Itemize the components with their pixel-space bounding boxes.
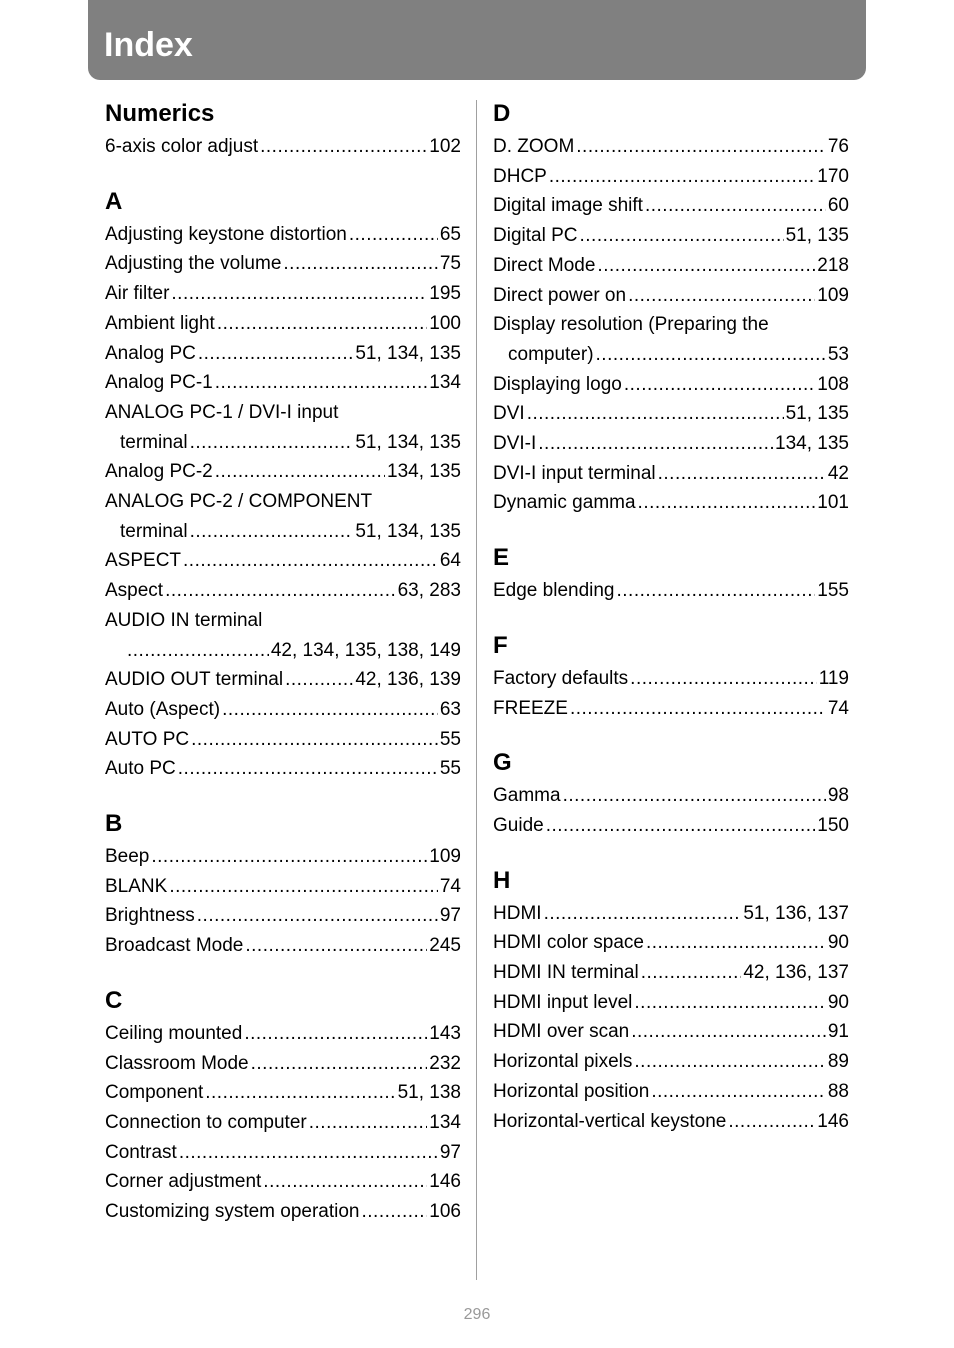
entry-page-numbers: 101: [817, 492, 849, 514]
index-entry: [105, 546, 461, 576]
dot-leader: [165, 576, 396, 606]
index-entry: [493, 1077, 849, 1107]
index-entry: [493, 988, 849, 1018]
entry-page-numbers: 65: [439, 223, 461, 245]
index-section-g: [493, 747, 849, 840]
entry-page-numbers: 134: [429, 372, 461, 394]
index-section-e: [493, 542, 849, 606]
dot-leader: [596, 340, 826, 370]
index-column-left: [105, 98, 461, 1251]
entry-label: Dynamic gamma: [493, 492, 636, 514]
dot-leader: [198, 339, 354, 369]
dot-leader: [638, 488, 816, 518]
entry-label: Displaying logo: [493, 373, 622, 395]
entry-label: HDMI over scan: [493, 1021, 630, 1043]
entry-label: BLANK: [105, 875, 168, 897]
entry-label: HDMI input level: [493, 991, 633, 1013]
index-entry: [105, 606, 461, 665]
dot-leader: [197, 901, 438, 931]
entry-label: Horizontal position: [493, 1080, 650, 1102]
entry-label: Brightness: [105, 905, 195, 927]
entry-label: Ambient light: [105, 312, 215, 334]
dot-leader: [251, 1049, 428, 1079]
entry-label: ANALOG PC-1 / DVI-I input: [105, 401, 339, 423]
dot-leader: [178, 754, 438, 784]
index-entry: [105, 368, 461, 398]
index-section-f: [493, 630, 849, 723]
index-entry: [105, 309, 461, 339]
section-heading: Numerics: [105, 100, 215, 127]
entry-page-numbers: 75: [439, 253, 461, 275]
index-entry: [105, 872, 461, 902]
entry-page-numbers: 100: [429, 312, 461, 334]
index-entry: [493, 958, 849, 988]
entry-page-numbers: 170: [817, 165, 849, 187]
entry-label: Direct Mode: [493, 254, 596, 276]
dot-leader: [658, 459, 826, 489]
dot-leader: [263, 1167, 427, 1197]
dot-leader: [527, 399, 784, 429]
entry-page-numbers: 64: [439, 550, 461, 572]
dot-leader: [563, 781, 826, 811]
entry-label: AUDIO OUT terminal: [105, 669, 284, 691]
index-entry: [493, 191, 849, 221]
entry-label: Classroom Mode: [105, 1052, 249, 1074]
index-entry: [493, 251, 849, 281]
dot-leader: [624, 370, 815, 400]
entry-label: AUDIO IN terminal: [105, 609, 263, 631]
index-section-c: [105, 985, 461, 1227]
dot-leader: [630, 664, 817, 694]
dot-leader: [190, 428, 354, 458]
entry-page-numbers: 146: [817, 1110, 849, 1132]
entry-page-numbers: 74: [439, 875, 461, 897]
dot-leader: [645, 191, 826, 221]
dot-leader: [349, 220, 438, 250]
entry-label: Air filter: [105, 283, 170, 305]
entry-page-numbers: 51, 134, 135: [355, 342, 461, 364]
dot-leader: [127, 636, 269, 666]
entry-label: Component: [105, 1082, 204, 1104]
entry-page-numbers: 218: [817, 254, 849, 276]
index-entry: [105, 1049, 461, 1079]
index-entry: [105, 1019, 461, 1049]
entry-label: HDMI color space: [493, 932, 644, 954]
entry-page-numbers: 143: [429, 1022, 461, 1044]
entry-label: 6-axis color adjust: [105, 136, 259, 157]
entry-label: Edge blending: [493, 580, 615, 602]
index-entry: [105, 576, 461, 606]
entry-label: Connection to computer: [105, 1111, 307, 1133]
section-heading: C: [105, 986, 123, 1014]
page-title: Index: [104, 26, 193, 64]
section-heading: B: [105, 810, 123, 838]
entry-page-numbers: 102: [429, 136, 461, 157]
dot-leader: [169, 872, 438, 902]
entry-page-numbers: 97: [439, 1141, 461, 1163]
dot-leader: [544, 899, 742, 929]
section-heading: H: [493, 866, 511, 894]
entry-label: Customizing system operation: [105, 1201, 360, 1223]
entry-page-numbers: 76: [827, 136, 849, 157]
index-entry: [493, 1107, 849, 1137]
entry-label: ASPECT: [105, 550, 182, 572]
entry-label: Adjusting keystone distortion: [105, 223, 347, 245]
entry-page-numbers: 150: [817, 814, 849, 836]
dot-leader: [646, 928, 826, 958]
entry-label-continued: computer): [508, 343, 594, 365]
index-entry: [493, 399, 849, 429]
entry-label-continued: terminal: [120, 520, 188, 542]
entry-label: Direct power on: [493, 284, 627, 306]
entry-page-numbers: 60: [827, 195, 849, 217]
index-entry: [493, 310, 849, 369]
entry-page-numbers: 88: [827, 1080, 849, 1102]
entry-page-numbers: 51, 134, 135: [355, 520, 461, 542]
entry-page-numbers: 195: [429, 283, 461, 305]
dot-leader: [631, 1017, 826, 1047]
index-section-d: [493, 98, 849, 518]
entry-page-numbers: 108: [817, 373, 849, 395]
dot-leader: [244, 1019, 427, 1049]
entry-page-numbers: 53: [827, 343, 849, 365]
entry-page-numbers: 109: [429, 846, 461, 868]
entry-page-numbers: 51, 135: [785, 225, 849, 247]
index-entry: [493, 429, 849, 459]
dot-leader: [215, 368, 428, 398]
entry-label: Display resolution (Preparing the: [493, 314, 769, 336]
dot-leader: [190, 517, 354, 547]
index-entry: [493, 576, 849, 606]
index-entry: [493, 928, 849, 958]
entry-page-numbers: 51, 135: [785, 403, 849, 425]
entry-page-numbers: 97: [439, 905, 461, 927]
page-number: 296: [463, 1306, 491, 1323]
entry-label: DVI-I input terminal: [493, 462, 656, 484]
dot-leader: [283, 249, 437, 279]
dot-leader: [205, 1078, 395, 1108]
index-entry: [493, 1047, 849, 1077]
index-section-b: [105, 808, 461, 961]
dot-leader: [634, 1047, 825, 1077]
entry-label: DVI: [493, 403, 525, 425]
index-entry: [105, 132, 461, 162]
entry-page-numbers: 90: [827, 991, 849, 1013]
entry-label: DHCP: [493, 165, 547, 187]
entry-label: Contrast: [105, 1141, 177, 1163]
dot-leader: [309, 1108, 428, 1138]
section-heading: D: [493, 100, 511, 127]
entry-page-numbers: 245: [429, 935, 461, 957]
dot-leader: [641, 958, 742, 988]
entry-page-numbers: 90: [827, 932, 849, 954]
entry-label: AUTO PC: [105, 728, 190, 750]
dot-leader: [245, 931, 427, 961]
entry-page-numbers: 74: [827, 697, 849, 719]
dot-leader: [171, 279, 427, 309]
entry-page-numbers: 98: [827, 785, 849, 807]
index-entry: [105, 1138, 461, 1168]
index-entry: [493, 221, 849, 251]
dot-leader: [628, 281, 815, 311]
index-entry: [105, 487, 461, 546]
dot-leader: [634, 988, 825, 1018]
dot-leader: [538, 429, 773, 459]
index-entry: [493, 488, 849, 518]
entry-label: Gamma: [493, 785, 561, 807]
index-entry: [105, 842, 461, 872]
index-entry: [105, 249, 461, 279]
section-heading: E: [493, 544, 510, 572]
index-entry: [493, 811, 849, 841]
dot-leader: [362, 1197, 428, 1227]
entry-label: Ceiling mounted: [105, 1022, 243, 1044]
entry-label: Broadcast Mode: [105, 935, 244, 957]
entry-label: Horizontal pixels: [493, 1051, 633, 1073]
dot-leader: [651, 1077, 826, 1107]
index-entry: [493, 694, 849, 724]
index-entry: [493, 781, 849, 811]
index-entry: [105, 725, 461, 755]
entry-page-numbers: 232: [429, 1052, 461, 1074]
entry-label: Corner adjustment: [105, 1171, 262, 1193]
entry-label-continued: terminal: [120, 431, 188, 453]
entry-page-numbers: 89: [827, 1051, 849, 1073]
entry-page-numbers: 42, 134, 135, 138, 149: [270, 639, 461, 661]
dot-leader: [179, 1138, 438, 1168]
dot-leader: [546, 811, 816, 841]
index-entry: [105, 398, 461, 457]
entry-page-numbers: 55: [439, 758, 461, 780]
entry-page-numbers: 42, 136, 139: [355, 669, 461, 691]
entry-label: Digital PC: [493, 225, 578, 247]
entry-label: Factory defaults: [493, 667, 629, 689]
index-entry: [493, 664, 849, 694]
entry-label: Analog PC: [105, 342, 196, 364]
index-entry: [105, 1167, 461, 1197]
index-section-h: [493, 865, 849, 1137]
entry-label: Beep: [105, 846, 150, 868]
column-divider: [476, 100, 477, 1280]
index-entry: [493, 899, 849, 929]
index-section-numerics: [105, 98, 461, 162]
entry-label: HDMI IN terminal: [493, 962, 639, 984]
index-entry: [105, 754, 461, 784]
dot-leader: [215, 457, 385, 487]
index-entry: [105, 1078, 461, 1108]
entry-page-numbers: 91: [827, 1021, 849, 1043]
dot-leader: [597, 251, 815, 281]
section-heading: F: [493, 631, 508, 659]
dot-leader: [570, 694, 826, 724]
header-banner: [88, 0, 866, 80]
dot-leader: [183, 546, 438, 576]
entry-page-numbers: 63, 283: [397, 580, 461, 602]
dot-leader: [549, 162, 815, 192]
entry-label: Auto PC: [105, 758, 176, 780]
dot-leader: [728, 1107, 815, 1137]
dot-leader: [579, 221, 783, 251]
dot-leader: [260, 132, 427, 162]
index-entry: [493, 162, 849, 192]
index-entry: [105, 695, 461, 725]
dot-leader: [151, 842, 427, 872]
entry-label: Analog PC-2: [105, 461, 213, 483]
dot-leader: [191, 725, 438, 755]
entry-label: D. ZOOM: [493, 136, 575, 157]
index-column-right: [493, 98, 849, 1160]
entry-label: Horizontal-vertical keystone: [493, 1110, 727, 1132]
index-entry: [105, 457, 461, 487]
entry-page-numbers: 51, 136, 137: [743, 902, 849, 924]
entry-page-numbers: 42: [827, 462, 849, 484]
entry-page-numbers: 134: [429, 1111, 461, 1133]
index-entry: [493, 459, 849, 489]
index-entry: [105, 339, 461, 369]
entry-page-numbers: 109: [817, 284, 849, 306]
index-entry: [105, 1108, 461, 1138]
dot-leader: [222, 695, 438, 725]
entry-label: Auto (Aspect): [105, 698, 221, 720]
index-entry: [105, 220, 461, 250]
entry-label: FREEZE: [493, 697, 568, 719]
entry-label: HDMI: [493, 902, 542, 924]
section-heading: G: [493, 749, 512, 777]
index-entry: [105, 665, 461, 695]
index-section-a: [105, 186, 461, 784]
entry-page-numbers: 155: [817, 580, 849, 602]
entry-page-numbers: 42, 136, 137: [743, 962, 849, 984]
index-entry: [105, 279, 461, 309]
entry-page-numbers: 51, 134, 135: [355, 431, 461, 453]
section-heading: A: [105, 187, 123, 215]
entry-page-numbers: 134, 135: [387, 461, 461, 483]
dot-leader: [576, 132, 826, 162]
index-entry: [493, 281, 849, 311]
index-entry: [105, 901, 461, 931]
entry-page-numbers: 119: [818, 667, 849, 689]
index-entry: [105, 931, 461, 961]
entry-label: Guide: [493, 814, 544, 836]
entry-label: Aspect: [105, 580, 164, 602]
dot-leader: [285, 665, 353, 695]
entry-page-numbers: 106: [429, 1201, 461, 1223]
dot-leader: [217, 309, 427, 339]
entry-label: ANALOG PC-2 / COMPONENT: [105, 491, 373, 513]
entry-page-numbers: 55: [439, 728, 461, 750]
entry-page-numbers: 63: [439, 698, 461, 720]
index-entry: [493, 132, 849, 162]
index-entry: [493, 370, 849, 400]
entry-page-numbers: 146: [429, 1171, 461, 1193]
entry-label: Analog PC-1: [105, 372, 213, 394]
entry-label: Adjusting the volume: [105, 253, 282, 275]
entry-label: Digital image shift: [493, 195, 643, 217]
dot-leader: [617, 576, 816, 606]
entry-page-numbers: 51, 138: [397, 1082, 461, 1104]
entry-label: DVI-I: [493, 433, 537, 455]
entry-page-numbers: 134, 135: [775, 433, 849, 455]
index-entry: [105, 1197, 461, 1227]
index-entry: [493, 1017, 849, 1047]
